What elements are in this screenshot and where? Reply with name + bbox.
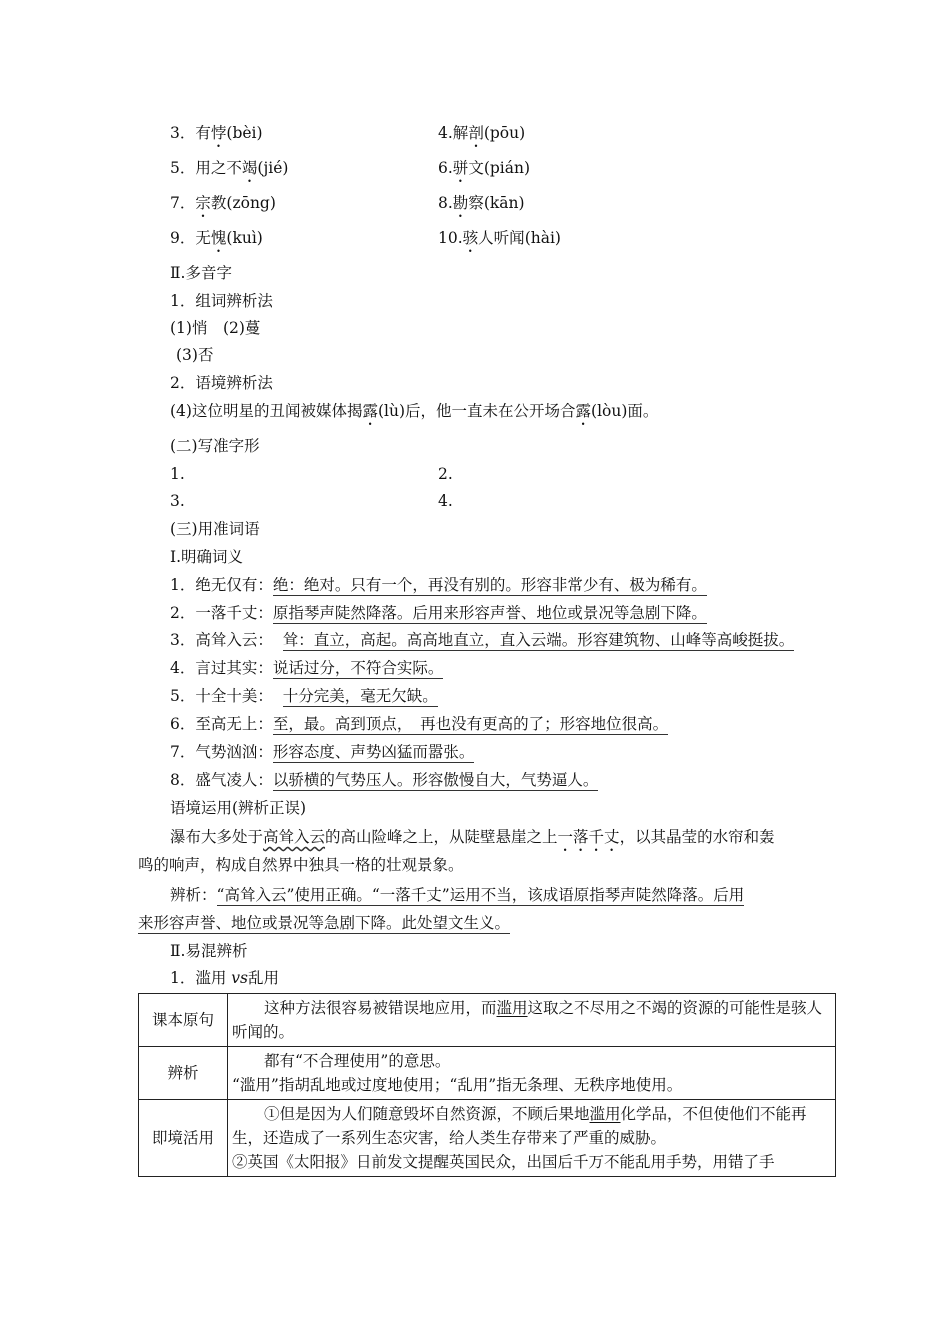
zixing-heading: (二)写准字形 <box>170 437 260 455</box>
confuse-pair-title: 1．滥用 vs乱用 <box>170 969 280 987</box>
table-row <box>139 1047 836 1100</box>
polyphone-heading: Ⅱ.多音字 <box>170 264 232 282</box>
pron-item-4: 4.解剖(pōu) <box>438 124 526 142</box>
idiom-item: 5．十全十美： 十分完美，毫无欠缺。 <box>170 687 438 705</box>
pron-item-7: 7．宗教(zōng) <box>170 194 276 212</box>
row-content: 都有“不合理使用”的意思。 “滥用”指胡乱地或过度地使用；“乱用”指无条理、无秩序地使用。 <box>228 1047 836 1100</box>
idiom-item: 7．气势汹汹：形容态度、声势凶猛而嚣张。 <box>170 743 475 761</box>
context-sentence-line-2: 鸣的响声，构成自然界中独具一格的壮观景象。 <box>138 856 464 874</box>
confuse-heading: Ⅱ.易混辨析 <box>170 942 248 960</box>
zixing-blank-1: 1. <box>170 465 185 483</box>
method-1-title: 1．组词辨析法 <box>170 292 273 310</box>
idiom-item: 8．盛气凌人：以骄横的气势压人。形容傲慢自大，气势逼人。 <box>170 771 599 789</box>
row-header: 辨析 <box>139 1047 228 1100</box>
idiom-item: 3．高耸入云： 耸：直立，高起。高高地直立，直入云端。形容建筑物、山峰等高峻挺拔。 <box>170 631 795 649</box>
zixing-blank-4: 4. <box>438 492 453 510</box>
table-row <box>139 994 836 1047</box>
idiom-item: 1．绝无仅有：绝：绝对。只有一个，再没有别的。形容非常少有、极为稀有。 <box>170 576 707 594</box>
polyphone-sentence: (4)这位明星的丑闻被媒体揭露(lù)后，他一直未在公开场合露(lòu)面。 <box>170 402 659 420</box>
pron-item-6: 6.骈文(pián) <box>438 159 531 177</box>
context-analysis-line-2: 来形容声誉、地位或景况等急剧下降。此处望文生义。 <box>138 914 511 932</box>
idiom-item: 2．一落千丈：原指琴声陡然降落。后用来形容声誉、地位或景况等急剧下降。 <box>170 604 707 622</box>
row-header: 即境活用 <box>139 1100 228 1177</box>
row-header: 课本原句 <box>139 994 228 1047</box>
context-sentence-line-1: 瀑布大多处于高耸入云的高山险峰之上，从陡壁悬崖之上一落千丈，以其晶莹的水帘和轰 <box>170 828 775 846</box>
pron-item-3: 3．有悖(bèi) <box>170 124 263 142</box>
pron-item-9: 9．无愧(kuì) <box>170 229 263 247</box>
method-2-title: 2．语境辨析法 <box>170 374 273 392</box>
context-heading: 语境运用(辨析正误) <box>170 799 307 817</box>
table-row <box>139 1100 836 1177</box>
confuse-table <box>138 993 836 1177</box>
zixing-blank-3: 3. <box>170 492 185 510</box>
pron-item-5: 5．用之不竭(jié) <box>170 159 289 177</box>
pron-item-10: 10.骇人听闻(hài) <box>438 229 561 247</box>
ciyu-subheading: Ⅰ.明确词义 <box>170 548 244 566</box>
idiom-item: 4．言过其实：说话过分，不符合实际。 <box>170 659 444 677</box>
row-content: ①但是因为人们随意毁坏自然资源，不顾后果地滥用化学品，不但使他们不能再生，还造成了一系列生态灾害，给人类生存带来了严重的威胁。 ②英国《太阳报》日前发文提醒英国民众，出国后千万不能乱用手势，用错了手 <box>228 1100 836 1177</box>
ciyu-heading: (三)用准词语 <box>170 520 260 538</box>
row-content: 这种方法很容易被错误地应用，而滥用这取之不尽用之不竭的资源的可能性是骇人听闻的。 <box>228 994 836 1047</box>
context-analysis-line-1: 辨析：“高耸入云”使用正确。“一落千丈”运用不当，该成语原指琴声陡然降落。后用 <box>170 886 745 904</box>
idiom-item: 6．至高无上：至，最。高到顶点， 再也没有更高的了；形容地位很高。 <box>170 715 669 733</box>
pron-item-8: 8.勘察(kān) <box>438 194 525 212</box>
polyphone-line-1: (1)悄 (2)蔓 <box>170 319 261 337</box>
polyphone-line-2: (3)否 <box>176 346 214 364</box>
zixing-blank-2: 2. <box>438 465 453 483</box>
